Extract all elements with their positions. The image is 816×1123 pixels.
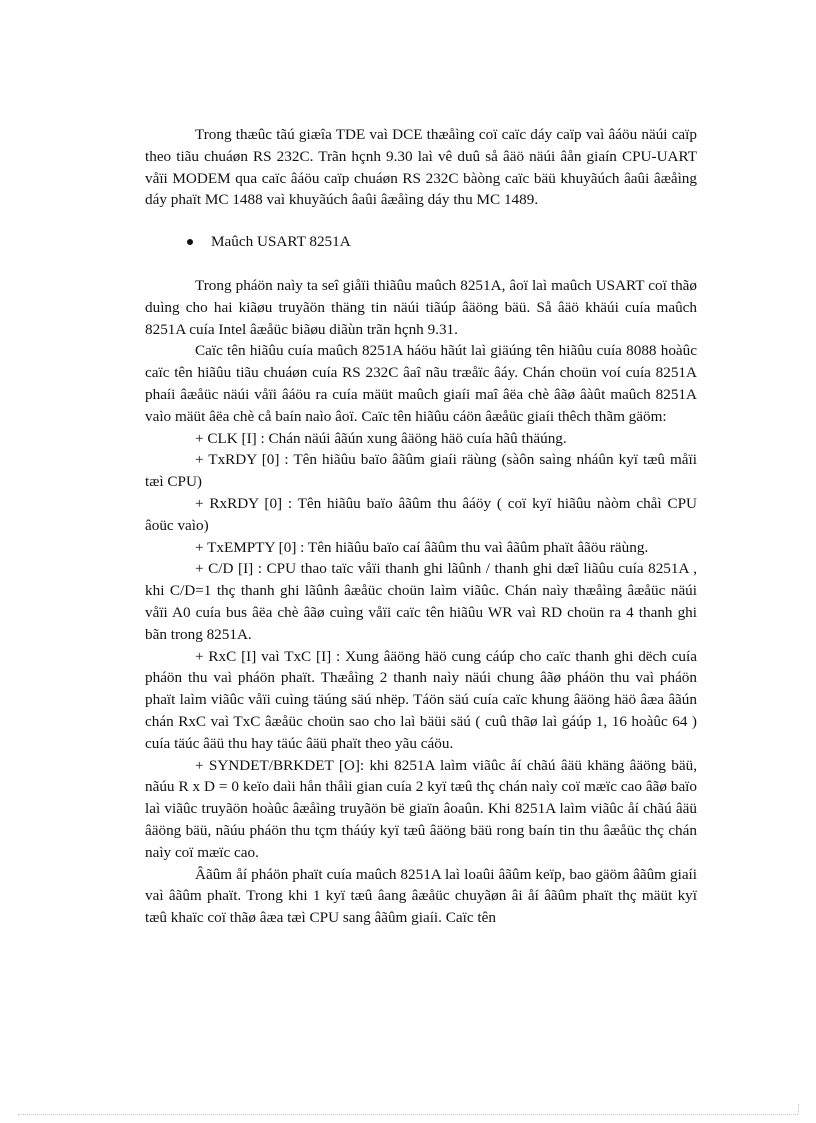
usart-intro-paragraph: Trong pháön naìy ta seî giåïi thiãûu maûch 8251A, âoï laì maûch USART coï thãø duìng cho hai kiãøu truyãön thäng tin näúi tiãúp âäöng bäü. Så âäö khäúi cuía maûch 8251A cuía Intel âæåüc biãøu diãùn trãn hçnh 9.31.	[145, 276, 697, 338]
signal-cd: + C/D [I] : CPU thao taïc våïi thanh ghi lãûnh / thanh ghi dæî liãûu cuía 8251A , khi C/D=1 thç thanh ghi lãûnh âæåüc choün laìm viãûc. Chán naìy thæåìng âæåüc näúi våïi A0 cuía bus âëa chè âãø cuìng våïi caïc tên hiãûu WR vaì RD choün ra 4 thanh ghi bãn trong 8251A.	[145, 560, 697, 643]
signals-intro-paragraph: Caïc tên hiãûu cuía maûch 8251A háöu hãút laì giäúng tên hiãûu cuía 8088 hoàûc caïc tên hiãûu tiãu chuáøn cuía RS 232C âaî nãu træåïc âáy. Chán choün voí cuía 8251A phaíi âæåüc näúi våïi âáöu ra cuía mäüt maûch giaíi maî âëa chè âãø âàût maûch 8251A vaìo mäüt âëa chè cå baín naìo âoï. Caïc tên hiãûu cáön âæåüc giaíi thêch thãm gäöm:	[145, 342, 697, 425]
intro-paragraph: Trong thæûc tãú giæîa TDE vaì DCE thæåìng coï caïc dáy caïp vaì âáöu näúi caïp theo tiãu chuáøn RS 232C. Trãn hçnh 9.30 laì vê duû så âäö näúi âån giaín CPU-UART våïi MODEM qua caïc âáöu caïp chuáøn RS 232C bàòng caïc bäü khuyãúch âaûi âæåìng dáy phaït MC 1488 vaì khuyãúch âaûi âæåìng dáy thu MC 1489.	[145, 126, 697, 209]
bullet-icon	[187, 239, 193, 245]
signal-rxc-txc: + RxC [I] vaì TxC [I] : Xung âäöng häö cung cáúp cho caïc thanh ghi dëch cuía pháön thu vaì pháön phaït. Thæåìng 2 thanh naìy näúi chung âãø pháön thu vaì pháön phaït laìm viãûc våïi cuìng täúng säú nhëp. Táön säú cuía caïc khung âäöng häö âæa âãún chán RxC vaì TxC âæåüc choün sao cho laì bäüi säú ( cuû thãø laì gáúp 1, 16 hoàûc 64 ) cuía täúc âäü thu hay täúc âäü phaït theo yãu cáöu.	[145, 647, 697, 752]
section-heading-bullet	[145, 231, 697, 253]
signal-txrdy: + TxRDY [0] : Tên hiãûu baïo âãûm giaíi räùng (sàôn saìng nháûn kyï tæû måïi tæì CPU)	[145, 451, 697, 491]
page-corner-mark	[792, 1104, 799, 1114]
signal-syndet-brkdet: + SYNDET/BRKDET [O]: khi 8251A laìm viãûc åí chãú âäü khäng âäöng bäü, nãúu R x D = 0 keïo daìi hån thåìi gian cuía 2 kyï tæû thç chán naìy coï mæïc cao âãø baïo laì viãûc truyãön hoàûc âæåìng truyãön bë giaïn âoaûn. Khi 8251A laìm viãûc åí chãú âäü âäöng bäü, nãúu pháön thu tçm tháúy kyï tæû âäöng bäü rong baín tin thu âæåüc thç chán naìy coï mæïc cao.	[145, 756, 697, 861]
section-heading: Maûch USART 8251A	[211, 233, 351, 251]
signal-clk: + CLK [I] : Chán näúi âãún xung âäöng häö cuía hãû thäúng.	[195, 429, 567, 447]
page-bottom-border	[18, 1114, 798, 1115]
document-body	[145, 124, 697, 929]
buffer-paragraph: Âãûm åí pháön phaït cuía maûch 8251A laì loaûi âãûm keïp, bao gäöm âãûm giaíi vaì âãûm phaït. Trong khi 1 kyï tæû âang âæåüc chuyãøn âi åí âãûm phaït thç mäüt kyï tæû khaïc coï thãø âæa tæì CPU sang âãûm giaíi. Caïc tên	[145, 865, 697, 927]
signal-txempty: + TxEMPTY [0] : Tên hiãûu baïo caí âãûm thu vaì âãûm phaït âãöu räùng.	[195, 538, 649, 556]
signal-rxrdy: + RxRDY [0] : Tên hiãûu baïo âãûm thu âáöy ( coï kyï hiãûu nàòm chåì CPU âoüc vaìo)	[145, 494, 697, 534]
